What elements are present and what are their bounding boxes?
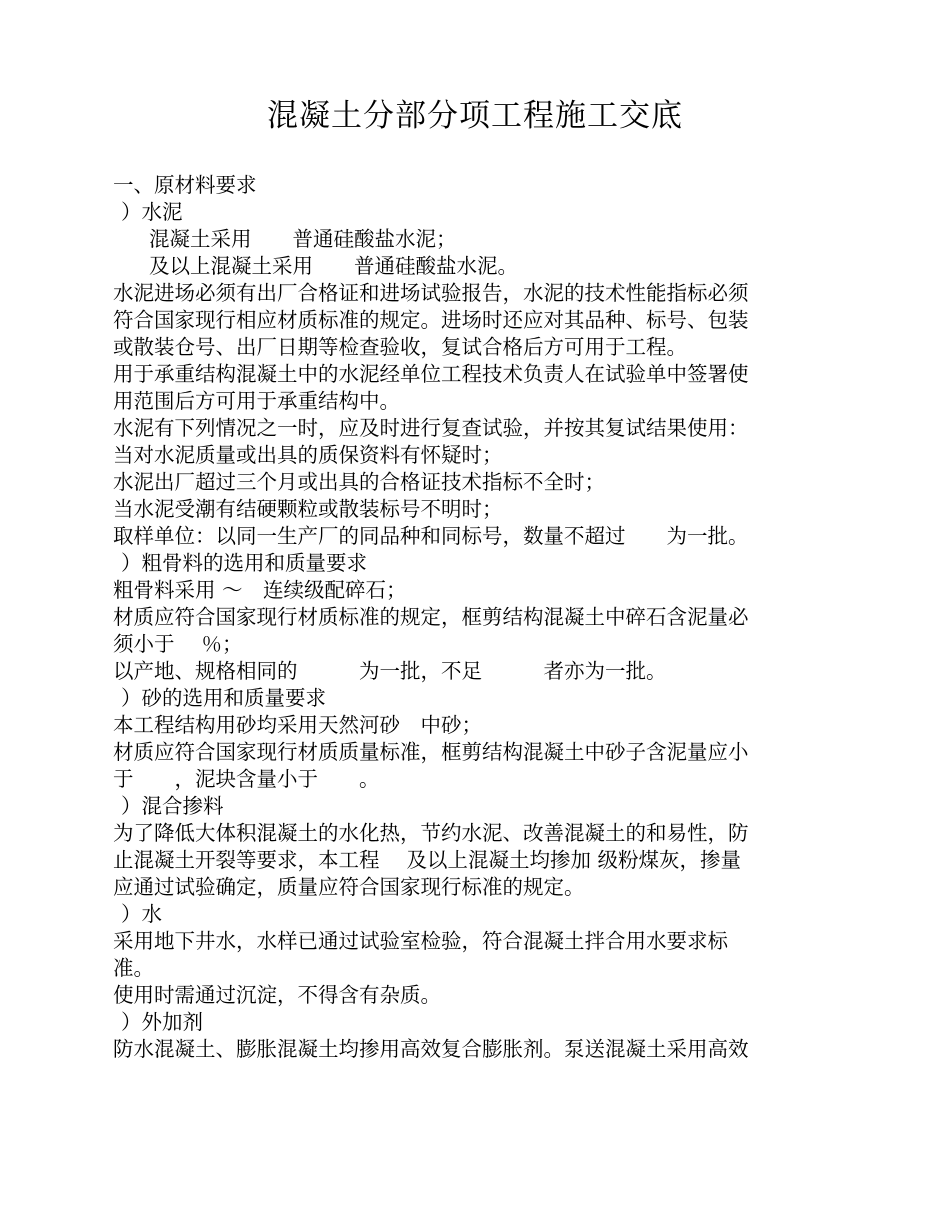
subsection-heading: ）混合掺料	[121, 794, 224, 818]
paragraph-line: 为了降低大体积混凝土的水化热，节约水泥、改善混凝土的和易性，防	[113, 821, 749, 845]
section-heading: 一、原材料要求	[113, 173, 257, 197]
paragraph-line: 须小于 ％；	[113, 632, 243, 656]
paragraph-line: 材质应符合国家现行材质标准的规定，框剪结构混凝土中碎石含泥量必	[113, 605, 749, 629]
paragraph-line: 水泥出厂超过三个月或出具的合格证技术指标不全时；	[113, 470, 605, 494]
paragraph-line: 水泥进场必须有出厂合格证和进场试验报告，水泥的技术性能指标必须	[113, 281, 749, 305]
paragraph-line: 当对水泥质量或出具的质保资料有怀疑时；	[113, 443, 503, 467]
document-body	[113, 172, 843, 1063]
paragraph-line: 混凝土采用 普通硅酸盐水泥；	[149, 227, 457, 251]
paragraph-line: 本工程结构用砂均采用天然河砂 中砂；	[113, 713, 482, 737]
paragraph-line: 用范围后方可用于承重结构中。	[113, 389, 400, 413]
paragraph-line: 于 ，泥块含量小于 。	[113, 767, 380, 791]
paragraph-line: 止混凝土开裂等要求，本工程 及以上混凝土均掺加 级粉煤灰，掺量	[113, 848, 742, 872]
paragraph-line: 应通过试验确定，质量应符合国家现行标准的规定。	[113, 875, 585, 899]
paragraph-line: 及以上混凝土采用 普通硅酸盐水泥。	[149, 254, 518, 278]
subsection-heading: ）水泥	[121, 200, 183, 224]
paragraph-line: 符合国家现行相应材质标准的规定。进场时还应对其品种、标号、包装	[113, 308, 749, 332]
paragraph-line: 用于承重结构混凝土中的水泥经单位工程技术负责人在试验单中签署使	[113, 362, 749, 386]
paragraph-line: 水泥有下列情况之一时，应及时进行复查试验，并按其复试结果使用：	[113, 416, 749, 440]
paragraph-line: 或散装仓号、出厂日期等检查验收，复试合格后方可用于工程。	[113, 335, 687, 359]
subsection-heading: ）粗骨料的选用和质量要求	[121, 551, 367, 575]
paragraph-line: 取样单位：以同一生产厂的同品种和同标号，数量不超过 为一批。	[113, 524, 749, 548]
paragraph-line: 使用时需通过沉淀，不得含有杂质。	[113, 983, 441, 1007]
document-title: 混凝土分部分项工程施工交底	[267, 98, 683, 134]
paragraph-line: 粗骨料采用 ～ 连续级配碎石；	[113, 578, 407, 602]
paragraph-line: 防水混凝土、膨胀混凝土均掺用高效复合膨胀剂。泵送混凝土采用高效	[113, 1037, 749, 1061]
paragraph-line: 准。	[113, 956, 154, 980]
paragraph-line: 当水泥受潮有结硬颗粒或散装标号不明时；	[113, 497, 503, 521]
paragraph-line: 材质应符合国家现行材质质量标准，框剪结构混凝土中砂子含泥量应小	[113, 740, 749, 764]
subsection-heading: ）外加剂	[121, 1010, 203, 1034]
subsection-heading: ）水	[121, 902, 162, 926]
subsection-heading: ）砂的选用和质量要求	[121, 686, 326, 710]
paragraph-line: 以产地、规格相同的 为一批，不足 者亦为一批。	[113, 659, 667, 683]
paragraph-line: 采用地下井水，水样已通过试验室检验，符合混凝土拌合用水要求标	[113, 929, 728, 953]
